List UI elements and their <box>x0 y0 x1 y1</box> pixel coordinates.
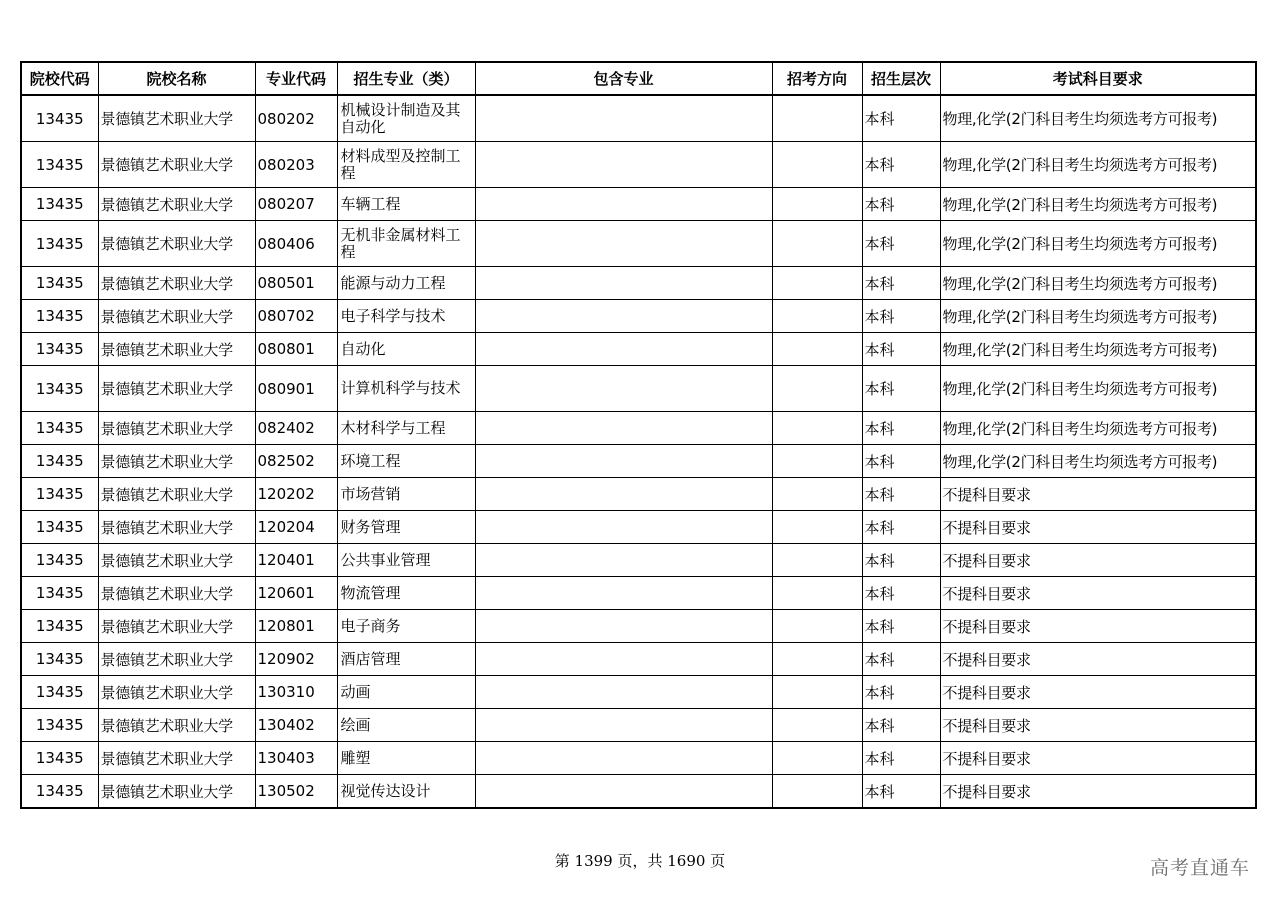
cell-school-name: 景德镇艺术职业大学 <box>98 610 255 643</box>
cell-level: 本科 <box>862 511 940 544</box>
page-number: 第 1399 页，共 1690 页 <box>554 852 726 870</box>
cell-major: 动画 <box>337 676 475 709</box>
cell-school-name: 景德镇艺术职业大学 <box>98 511 255 544</box>
cell-school-name: 景德镇艺术职业大学 <box>98 544 255 577</box>
cell-major: 材料成型及控制工程 <box>337 142 475 188</box>
cell-major-code: 120202 <box>255 478 337 511</box>
header-direction: 招考方向 <box>772 62 862 95</box>
cell-school-code: 13435 <box>21 577 98 610</box>
header-major: 招生专业（类） <box>337 62 475 95</box>
cell-level: 本科 <box>862 610 940 643</box>
cell-major: 电子商务 <box>337 610 475 643</box>
cell-level: 本科 <box>862 544 940 577</box>
cell-direction <box>772 366 862 412</box>
cell-includes <box>475 511 772 544</box>
cell-school-code: 13435 <box>21 221 98 267</box>
cell-major: 绘画 <box>337 709 475 742</box>
cell-direction <box>772 511 862 544</box>
cell-requirement: 不提科目要求 <box>940 676 1256 709</box>
cell-school-name: 景德镇艺术职业大学 <box>98 445 255 478</box>
cell-major: 视觉传达设计 <box>337 775 475 809</box>
cell-requirement: 不提科目要求 <box>940 643 1256 676</box>
table-row <box>21 267 1256 300</box>
table-row <box>21 300 1256 333</box>
cell-school-code: 13435 <box>21 544 98 577</box>
cell-school-code: 13435 <box>21 610 98 643</box>
cell-school-name: 景德镇艺术职业大学 <box>98 333 255 366</box>
cell-school-code: 13435 <box>21 366 98 412</box>
cell-major-code: 080801 <box>255 333 337 366</box>
table-row <box>21 577 1256 610</box>
cell-direction <box>772 709 862 742</box>
cell-major-code: 082502 <box>255 445 337 478</box>
cell-major-code: 080202 <box>255 95 337 142</box>
cell-major-code: 120204 <box>255 511 337 544</box>
cell-direction <box>772 478 862 511</box>
cell-major-code: 120902 <box>255 643 337 676</box>
cell-school-code: 13435 <box>21 511 98 544</box>
cell-level: 本科 <box>862 775 940 809</box>
cell-includes <box>475 544 772 577</box>
cell-level: 本科 <box>862 676 940 709</box>
cell-school-code: 13435 <box>21 709 98 742</box>
cell-major: 自动化 <box>337 333 475 366</box>
cell-requirement: 物理,化学(2门科目考生均须选考方可报考) <box>940 142 1256 188</box>
cell-level: 本科 <box>862 300 940 333</box>
cell-major: 雕塑 <box>337 742 475 775</box>
cell-direction <box>772 188 862 221</box>
cell-school-code: 13435 <box>21 742 98 775</box>
header-requirement: 考试科目要求 <box>940 62 1256 95</box>
cell-school-name: 景德镇艺术职业大学 <box>98 709 255 742</box>
cell-includes <box>475 610 772 643</box>
cell-includes <box>475 300 772 333</box>
table-row <box>21 366 1256 412</box>
header-level: 招生层次 <box>862 62 940 95</box>
cell-school-name: 景德镇艺术职业大学 <box>98 95 255 142</box>
table-row <box>21 445 1256 478</box>
cell-major-code: 080207 <box>255 188 337 221</box>
cell-level: 本科 <box>862 142 940 188</box>
cell-includes <box>475 676 772 709</box>
table-row <box>21 610 1256 643</box>
cell-includes <box>475 142 772 188</box>
cell-major: 机械设计制造及其自动化 <box>337 95 475 142</box>
cell-school-code: 13435 <box>21 478 98 511</box>
cell-school-code: 13435 <box>21 333 98 366</box>
cell-school-name: 景德镇艺术职业大学 <box>98 775 255 809</box>
cell-major-code: 080406 <box>255 221 337 267</box>
table-row <box>21 95 1256 142</box>
cell-level: 本科 <box>862 366 940 412</box>
cell-level: 本科 <box>862 478 940 511</box>
cell-requirement: 不提科目要求 <box>940 511 1256 544</box>
cell-includes <box>475 366 772 412</box>
cell-includes <box>475 333 772 366</box>
cell-includes <box>475 478 772 511</box>
cell-requirement: 物理,化学(2门科目考生均须选考方可报考) <box>940 300 1256 333</box>
cell-includes <box>475 267 772 300</box>
table-row <box>21 643 1256 676</box>
cell-includes <box>475 188 772 221</box>
table-row <box>21 221 1256 267</box>
table-row <box>21 676 1256 709</box>
header-major-code: 专业代码 <box>255 62 337 95</box>
cell-includes <box>475 742 772 775</box>
cell-requirement: 不提科目要求 <box>940 610 1256 643</box>
cell-direction <box>772 267 862 300</box>
cell-direction <box>772 412 862 445</box>
cell-direction <box>772 95 862 142</box>
cell-major-code: 130402 <box>255 709 337 742</box>
table-row <box>21 333 1256 366</box>
cell-direction <box>772 742 862 775</box>
cell-major-code: 082402 <box>255 412 337 445</box>
cell-direction <box>772 333 862 366</box>
cell-requirement: 不提科目要求 <box>940 709 1256 742</box>
cell-requirement: 物理,化学(2门科目考生均须选考方可报考) <box>940 412 1256 445</box>
cell-major-code: 080901 <box>255 366 337 412</box>
cell-major: 能源与动力工程 <box>337 267 475 300</box>
cell-requirement: 物理,化学(2门科目考生均须选考方可报考) <box>940 267 1256 300</box>
cell-level: 本科 <box>862 221 940 267</box>
cell-school-name: 景德镇艺术职业大学 <box>98 300 255 333</box>
cell-level: 本科 <box>862 742 940 775</box>
cell-school-name: 景德镇艺术职业大学 <box>98 478 255 511</box>
cell-major: 财务管理 <box>337 511 475 544</box>
cell-requirement: 物理,化学(2门科目考生均须选考方可报考) <box>940 221 1256 267</box>
cell-level: 本科 <box>862 577 940 610</box>
cell-level: 本科 <box>862 188 940 221</box>
cell-school-name: 景德镇艺术职业大学 <box>98 643 255 676</box>
cell-major: 环境工程 <box>337 445 475 478</box>
cell-requirement: 物理,化学(2门科目考生均须选考方可报考) <box>940 366 1256 412</box>
cell-direction <box>772 142 862 188</box>
cell-includes <box>475 221 772 267</box>
cell-school-name: 景德镇艺术职业大学 <box>98 221 255 267</box>
table-row <box>21 142 1256 188</box>
cell-school-code: 13435 <box>21 676 98 709</box>
cell-requirement: 不提科目要求 <box>940 775 1256 809</box>
table-row <box>21 544 1256 577</box>
table-body <box>21 95 1256 808</box>
cell-requirement: 物理,化学(2门科目考生均须选考方可报考) <box>940 445 1256 478</box>
cell-level: 本科 <box>862 95 940 142</box>
table-row <box>21 709 1256 742</box>
table-row <box>21 412 1256 445</box>
cell-level: 本科 <box>862 267 940 300</box>
cell-level: 本科 <box>862 445 940 478</box>
cell-major-code: 120401 <box>255 544 337 577</box>
cell-school-name: 景德镇艺术职业大学 <box>98 142 255 188</box>
cell-school-name: 景德镇艺术职业大学 <box>98 412 255 445</box>
admissions-table <box>20 61 1257 809</box>
cell-major-code: 130310 <box>255 676 337 709</box>
cell-major: 公共事业管理 <box>337 544 475 577</box>
cell-requirement: 不提科目要求 <box>940 577 1256 610</box>
cell-school-code: 13435 <box>21 142 98 188</box>
cell-includes <box>475 709 772 742</box>
table-row <box>21 511 1256 544</box>
cell-requirement: 不提科目要求 <box>940 742 1256 775</box>
cell-direction <box>772 775 862 809</box>
cell-major-code: 130502 <box>255 775 337 809</box>
cell-major-code: 130403 <box>255 742 337 775</box>
cell-school-name: 景德镇艺术职业大学 <box>98 577 255 610</box>
cell-school-code: 13435 <box>21 445 98 478</box>
cell-major: 无机非金属材料工程 <box>337 221 475 267</box>
cell-major: 市场营销 <box>337 478 475 511</box>
table-header <box>21 62 1256 95</box>
cell-includes <box>475 775 772 809</box>
cell-school-code: 13435 <box>21 300 98 333</box>
watermark: 高考直通车 <box>1149 857 1250 879</box>
cell-level: 本科 <box>862 333 940 366</box>
cell-direction <box>772 676 862 709</box>
cell-level: 本科 <box>862 643 940 676</box>
table-row <box>21 478 1256 511</box>
table-row <box>21 188 1256 221</box>
cell-requirement: 物理,化学(2门科目考生均须选考方可报考) <box>940 333 1256 366</box>
cell-level: 本科 <box>862 709 940 742</box>
cell-school-name: 景德镇艺术职业大学 <box>98 676 255 709</box>
cell-includes <box>475 577 772 610</box>
cell-requirement: 物理,化学(2门科目考生均须选考方可报考) <box>940 188 1256 221</box>
cell-major-code: 080501 <box>255 267 337 300</box>
cell-major: 酒店管理 <box>337 643 475 676</box>
cell-school-name: 景德镇艺术职业大学 <box>98 267 255 300</box>
cell-major: 计算机科学与技术 <box>337 366 475 412</box>
cell-school-code: 13435 <box>21 412 98 445</box>
cell-direction <box>772 577 862 610</box>
cell-major-code: 080203 <box>255 142 337 188</box>
cell-direction <box>772 643 862 676</box>
cell-school-code: 13435 <box>21 95 98 142</box>
table-row <box>21 742 1256 775</box>
cell-includes <box>475 643 772 676</box>
cell-major-code: 080702 <box>255 300 337 333</box>
cell-school-name: 景德镇艺术职业大学 <box>98 366 255 412</box>
cell-major: 车辆工程 <box>337 188 475 221</box>
cell-includes <box>475 412 772 445</box>
cell-direction <box>772 300 862 333</box>
cell-level: 本科 <box>862 412 940 445</box>
cell-requirement: 不提科目要求 <box>940 478 1256 511</box>
cell-requirement: 不提科目要求 <box>940 544 1256 577</box>
cell-school-code: 13435 <box>21 188 98 221</box>
cell-school-code: 13435 <box>21 643 98 676</box>
header-row <box>21 62 1256 95</box>
cell-direction <box>772 445 862 478</box>
cell-school-code: 13435 <box>21 267 98 300</box>
cell-school-name: 景德镇艺术职业大学 <box>98 188 255 221</box>
cell-includes <box>475 445 772 478</box>
cell-school-name: 景德镇艺术职业大学 <box>98 742 255 775</box>
cell-major: 木材科学与工程 <box>337 412 475 445</box>
cell-requirement: 物理,化学(2门科目考生均须选考方可报考) <box>940 95 1256 142</box>
header-school-code: 院校代码 <box>21 62 98 95</box>
cell-direction <box>772 221 862 267</box>
header-school-name: 院校名称 <box>98 62 255 95</box>
cell-school-code: 13435 <box>21 775 98 809</box>
cell-major: 物流管理 <box>337 577 475 610</box>
header-includes: 包含专业 <box>475 62 772 95</box>
cell-major: 电子科学与技术 <box>337 300 475 333</box>
cell-direction <box>772 610 862 643</box>
table-row <box>21 775 1256 809</box>
cell-direction <box>772 544 862 577</box>
cell-major-code: 120801 <box>255 610 337 643</box>
cell-includes <box>475 95 772 142</box>
cell-major-code: 120601 <box>255 577 337 610</box>
